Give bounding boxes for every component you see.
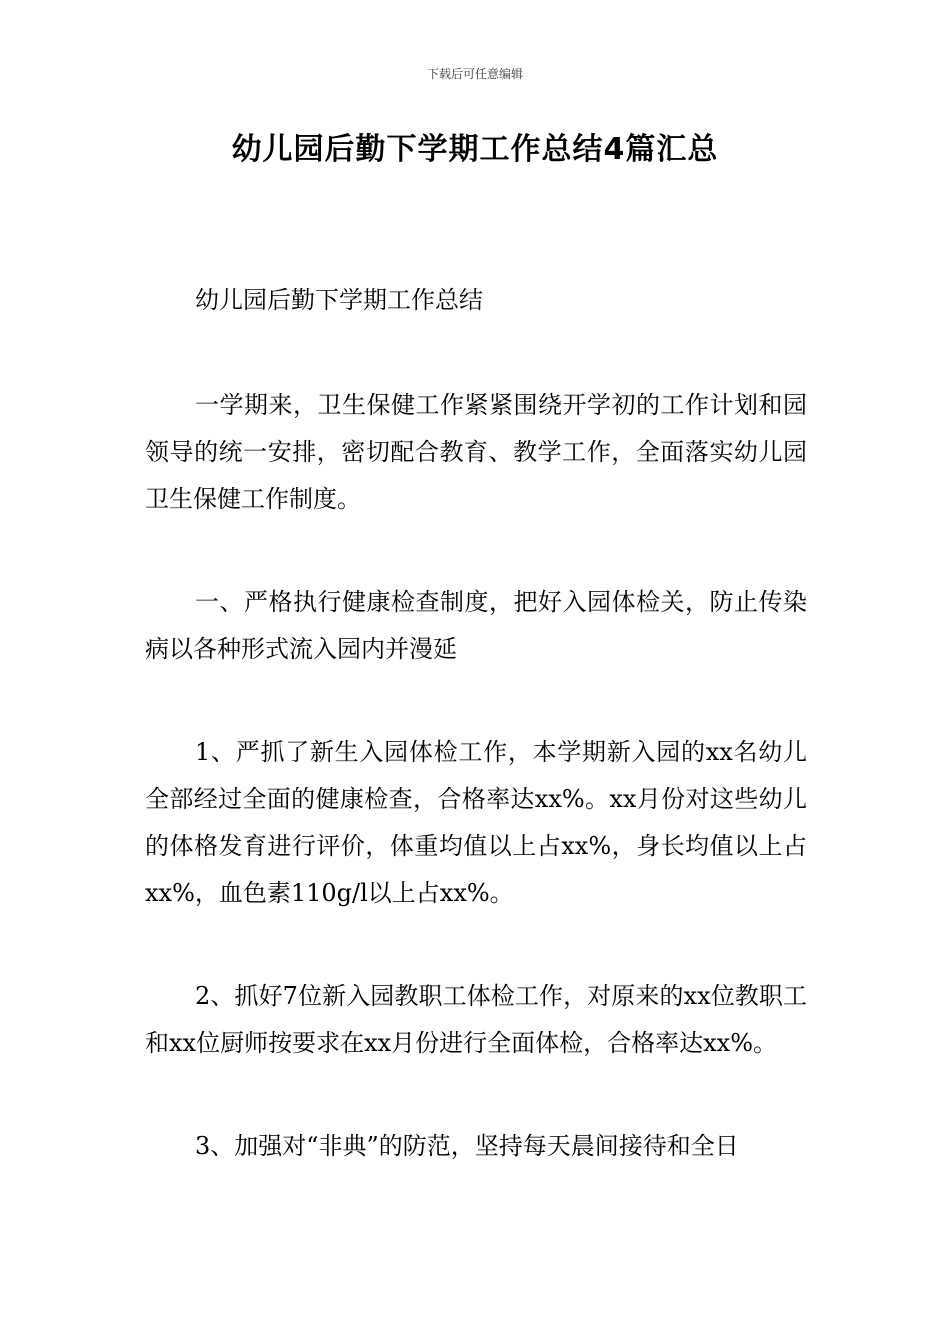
paragraph-item-1: 1、严抓了新生入园体检工作，本学期新入园的xx名幼儿全部经过全面的健康检查，合格率达xx%。xx月份对这些幼儿的体格发育进行评价，体重均值以上占xx%，身长均值以上占xx%，血色素110g/l以上占xx%。: [145, 738, 807, 907]
header-note: 下载后可任意编辑: [426, 67, 523, 81]
section-heading: 幼儿园后勤下学期工作总结: [195, 286, 483, 314]
paragraph-item-3: 3、加强对“非典”的防范，坚持每天晨间接待和全日: [195, 1132, 739, 1160]
paragraph-intro: 一学期来，卫生保健工作紧紧围绕开学初的工作计划和园领导的统一安排，密切配合教育、教学工作，全面落实幼儿园卫生保健工作制度。: [145, 391, 807, 513]
document-title: 幼儿园后勤下学期工作总结4篇汇总: [231, 132, 719, 167]
paragraph-section-1: 一、严格执行健康检查制度，把好入园体检关，防止传染病以各种形式流入园内并漫延: [145, 588, 807, 663]
paragraph-item-2: 2、抓好7位新入园教职工体检工作，对原来的xx位教职工和xx位厨师按要求在xx月份进行全面体检，合格率达xx%。: [145, 982, 807, 1057]
document-body: [145, 277, 807, 1226]
